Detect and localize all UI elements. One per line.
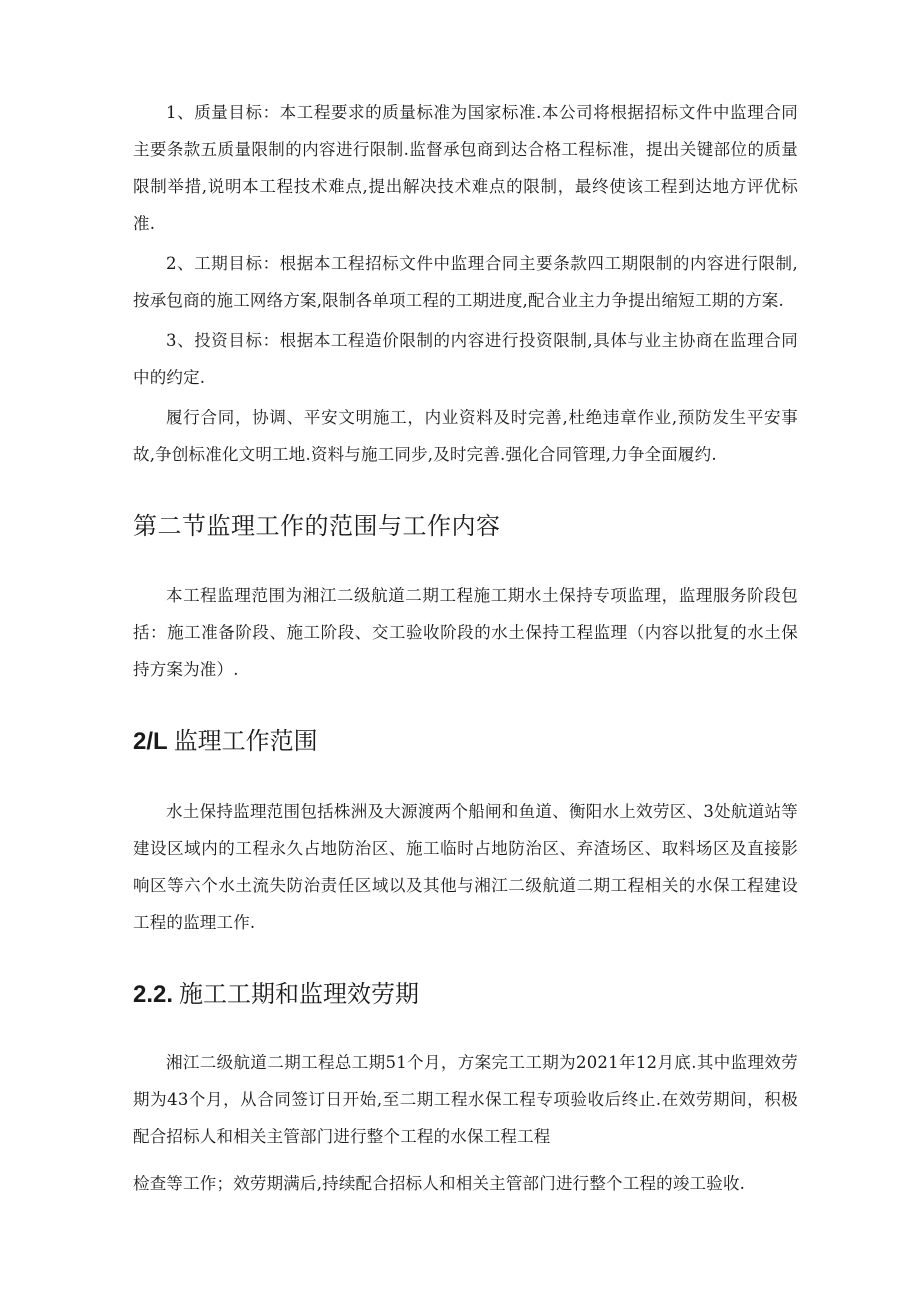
scope-paragraph: 水土保持监理范围包括株洲及大源渡两个船闸和鱼道、衡阳水上效劳区、3处航道站等建设区域内的工程永久占地防治区、施工临时占地防治区、弃渣场区、取料场区及直接影响区等六个水土流失防治责任区域以及其他与湘江二级航道二期工程相关的水保工程建设工程的监理工作. <box>133 802 798 932</box>
period-paragraph: 湘江二级航道二期工程总工期51个月，方案完工工期为2021年12月底.其中监理效劳期为43个月，从合同签订日开始,至二期工程水保工程专项验收后终止.在效劳期间，积极配合招标人和相关主管部门进行整个工程的水保工程工程 <box>133 1053 798 1146</box>
subsection-number: 2.2. <box>133 981 174 1008</box>
subsection-heading-period <box>133 977 798 1012</box>
quality-goal-paragraph: 1、质量目标：本工程要求的质量标准为国家标准.本公司将根据招标文件中监理合同主要条款五质量限制的内容进行限制.监督承包商到达合格工程标准，提出关键部位的质量限制举措,说明本工程技术难点,提出解决技术难点的限制，最终使该工程到达地方评优标准. <box>133 103 798 233</box>
section-heading: 第二节监理工作的范围与工作内容 <box>133 512 501 540</box>
section-intro-paragraph: 本工程监理范围为湘江二级航道二期工程施工期水土保持专项监理，监理服务阶段包括：施工准备阶段、施工阶段、交工验收阶段的水土保持工程监理（内容以批复的水土保持方案为准）. <box>133 586 798 679</box>
subsection-title: 监理工作范围 <box>173 727 318 755</box>
period-tail-paragraph: 检查等工作；效劳期满后,持续配合招标人和相关主管部门进行整个工程的竣工验收. <box>133 1174 746 1193</box>
subsection-number: 2/L <box>133 728 168 755</box>
subsection-title: 施工工期和监理效劳期 <box>179 980 420 1008</box>
investment-goal-paragraph: 3、投资目标：根据本工程造价限制的内容进行投资限制,具体与业主协商在监理合同中的约定. <box>133 331 798 387</box>
subsection-heading-scope <box>133 724 798 759</box>
schedule-goal-paragraph: 2、工期目标：根据本工程招标文件中监理合同主要条款四工期限制的内容进行限制,按承包商的施工网络方案,限制各单项工程的工期进度,配合业主力争提出缩短工期的方案. <box>133 254 798 310</box>
contract-paragraph: 履行合同，协调、平安文明施工，内业资料及时完善,杜绝违章作业,预防发生平安事故,争创标准化文明工地.资料与施工同步,及时完善.强化合同管理,力争全面履约. <box>133 408 798 464</box>
document-page <box>133 94 798 1202</box>
